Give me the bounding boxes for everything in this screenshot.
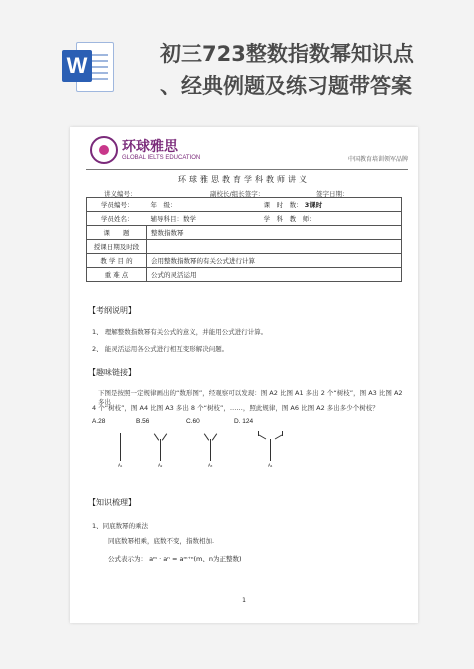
option-a: A.28 xyxy=(92,418,106,425)
row-label: 重 难 点 xyxy=(87,268,147,282)
formula: aᵐ · aⁿ = aᵐ⁺ⁿ(m、n为正整数) xyxy=(149,555,242,563)
question-text-1: 下图是按照一定规律画出的“数形图”，经观察可以发现：图 A2 比图 A1 多出 2 个“树枝”，图 A3 比图 A2 多出 xyxy=(98,389,403,406)
table-row xyxy=(87,254,402,268)
table-cell: 年 级： xyxy=(147,198,260,212)
tree-label: A₂ xyxy=(158,463,163,468)
table-cell: 课 时 数： 3课时 xyxy=(260,198,402,212)
brand-note: 中国教育培训领军品牌 xyxy=(347,156,408,163)
table-cell: 学员编号： xyxy=(87,198,147,212)
row-label: 授课日期及时段 xyxy=(87,240,147,254)
list-item: 2、 能灵活运用各公式进行相互变形解决问题。 xyxy=(92,345,229,353)
table-row xyxy=(87,198,402,212)
banner xyxy=(0,0,474,120)
title-line-1: 初三723整数指数幂知识点 xyxy=(160,42,414,66)
row-value: 公式的灵活运用 xyxy=(147,268,402,282)
row-label: 教 学 目 的 xyxy=(87,254,147,268)
formula-label: 公式表示为： xyxy=(108,555,147,563)
table-row xyxy=(87,226,402,240)
option-b: B.56 xyxy=(136,418,150,425)
logo-english-name: GLOBAL IELTS EDUCATION xyxy=(122,155,201,161)
table-row xyxy=(87,268,402,282)
row-value xyxy=(147,240,402,254)
tree-label: A₄ xyxy=(268,463,273,468)
option-d: D. 124 xyxy=(234,418,254,425)
page-title xyxy=(160,38,460,102)
question-text-2: 4 个“树枝”，图 A4 比图 A3 多出 8 个“树枝”，……，照此规律，图 A6 比图 A2 多出多少个树枝？ xyxy=(92,404,379,412)
row-value: 会用整数指数幂的有关公式进行计算 xyxy=(147,254,402,268)
section-title-syllabus: 【考纲说明】 xyxy=(88,306,136,315)
section-title-fun: 【趣味链接】 xyxy=(88,368,136,377)
word-badge: W xyxy=(62,50,92,82)
doc-heading: 环球雅思教育学科教师讲义 xyxy=(178,175,310,184)
page-number: 1 xyxy=(242,597,246,604)
tree-label: A₃ xyxy=(208,463,213,468)
principal-label: 副校长/组长签字： xyxy=(210,190,265,198)
divider xyxy=(86,169,408,170)
title-line-2: 、经典例题及练习题带答案 xyxy=(160,74,412,98)
document-page xyxy=(70,127,418,623)
option-c: C.60 xyxy=(186,418,200,425)
knowledge-item-1: 1、同底数幂的乘法 xyxy=(92,522,149,530)
knowledge-desc: 同底数幂相乘，底数不变，指数相加. xyxy=(108,537,215,545)
row-value: 整数指数幂 xyxy=(147,226,402,240)
table-row xyxy=(87,212,402,226)
row-label: 课 题 xyxy=(87,226,147,240)
table-row xyxy=(87,240,402,254)
logo xyxy=(90,136,210,170)
tree-label: A₁ xyxy=(118,463,123,468)
sign-date-label: 签字日期： xyxy=(316,190,349,198)
logo-mark-icon xyxy=(90,136,118,164)
logo-chinese-name: 环球雅思 xyxy=(122,139,178,155)
section-title-knowledge: 【知识梳理】 xyxy=(88,498,136,507)
number-label: 讲义编号： xyxy=(104,190,137,198)
word-document-icon xyxy=(62,40,114,94)
table-cell: 辅导科目：数学 xyxy=(147,212,260,226)
table-cell: 学员姓名： xyxy=(87,212,147,226)
list-item: 1、 理解整数指数幂有关公式的意义，并能用公式进行计算。 xyxy=(92,328,268,336)
table-cell: 学 科 教 师： xyxy=(260,212,402,226)
formula-line xyxy=(108,554,242,563)
info-table xyxy=(86,197,402,282)
